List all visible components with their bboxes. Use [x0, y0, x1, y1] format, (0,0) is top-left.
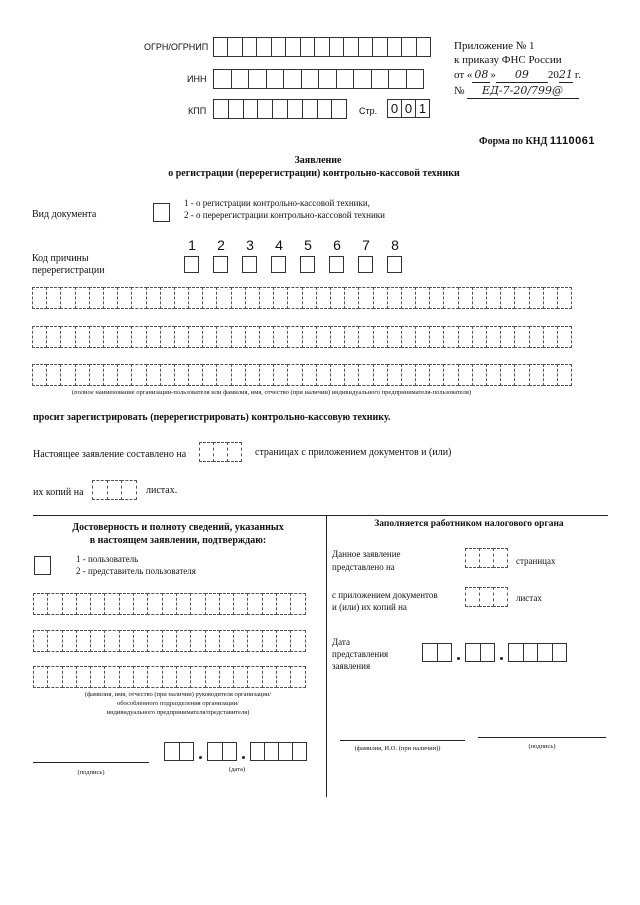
reason-checkbox-8[interactable]: [387, 256, 402, 273]
inn-cells[interactable]: [213, 69, 430, 89]
copies-count-cells[interactable]: [92, 480, 138, 500]
reason-number: 5: [304, 237, 312, 253]
form-code: [479, 135, 595, 147]
appendix-number-prefix: №: [454, 85, 465, 97]
signer-name-row-3[interactable]: [33, 666, 323, 688]
reason-number: 3: [246, 237, 254, 253]
page-digit: 0: [401, 99, 416, 118]
reason-number: 1: [188, 237, 196, 253]
attach-line1: с приложением документов: [332, 590, 438, 600]
pages-count-cells[interactable]: [199, 442, 243, 462]
appendix-number: [454, 84, 579, 99]
pages-prefix: Настоящее заявление составлено на: [33, 449, 187, 460]
form-code-value: 1110061: [549, 135, 596, 147]
pages-suffix: страницах с приложением документов и (или): [255, 447, 452, 458]
form-subtitle: о регистрации (перерегистрации) контрольно-кассовой техники: [168, 168, 460, 179]
receipt-date-line1: Дата: [332, 637, 350, 647]
copies-suffix: листах.: [146, 485, 178, 496]
signer-option1: 1 - пользователь: [76, 554, 139, 564]
left-section-title-line2: в настоящем заявлении, подтверждаю:: [89, 535, 267, 546]
reason-checkbox-3[interactable]: [242, 256, 257, 273]
officer-signature-line[interactable]: [478, 737, 606, 738]
reason-label-line2: перерегистрации: [32, 265, 105, 276]
page-digit: 1: [415, 99, 430, 118]
ogrn-cells[interactable]: [213, 37, 430, 57]
officer-name-line[interactable]: [340, 740, 465, 741]
section-divider: [33, 515, 608, 516]
receipt-date-month[interactable]: [465, 643, 495, 662]
reason-number: 4: [275, 237, 283, 253]
reason-checkbox-6[interactable]: [329, 256, 344, 273]
signer-caption-line1: (фамилия, имя, отчество (при наличии) руководителя организации/: [84, 691, 272, 698]
signer-name-row-1[interactable]: [33, 593, 323, 615]
org-name-caption: (полное наименование организации-пользователя или фамилия, имя, отчество (при наличии) индивидуального предпринимателя-пользователя): [72, 389, 472, 396]
signer-caption-line3: индивидуального предпринимателя/представителя): [106, 709, 250, 716]
left-section-title-line1: Достоверность и полноту сведений, указанных: [72, 522, 284, 533]
received-sheets-cells[interactable]: [465, 587, 509, 607]
doc-type-label: Вид документа: [32, 209, 97, 220]
reason-number: 7: [362, 237, 370, 253]
ogrn-label: ОГРН/ОГРНИП: [144, 42, 209, 52]
org-name-row-3[interactable]: [32, 364, 608, 386]
kpp-cells[interactable]: [213, 99, 348, 119]
receipt-date-line3: заявления: [332, 661, 371, 671]
page-label: Стр.: [359, 106, 378, 116]
reason-number: 8: [391, 237, 399, 253]
org-name-row-2[interactable]: [32, 326, 608, 348]
appendix-date-sep: »: [490, 69, 496, 81]
signer-signature-line[interactable]: [33, 762, 149, 763]
inn-label: ИНН: [187, 74, 207, 84]
org-name-row-1[interactable]: [32, 287, 608, 309]
signer-date-year[interactable]: [250, 742, 308, 761]
date-separator: [500, 657, 503, 660]
signer-option2: 2 - представитель пользователя: [76, 566, 196, 576]
form-title: Заявление: [294, 155, 342, 166]
reason-checkbox-1[interactable]: [184, 256, 199, 273]
attach-line2: и (или) их копий на: [332, 602, 407, 612]
right-section-title: Заполняется работником налогового органа: [374, 519, 564, 529]
doc-type-option1: 1 - о регистрации контрольно-кассовой техники,: [184, 198, 370, 208]
submitted-line1: Данное заявление: [332, 549, 401, 559]
appendix-line1: Приложение № 1: [454, 40, 535, 52]
officer-name-label: (фамилия, И.О. (при наличии)): [354, 745, 441, 752]
appendix-date-year-prefix: 20: [547, 69, 559, 81]
column-divider: [326, 515, 327, 797]
receipt-date-line2: представления: [332, 649, 389, 659]
reason-label-line1: Код причины: [32, 253, 89, 264]
date-separator: [457, 657, 460, 660]
submitted-line2: представлено на: [332, 562, 395, 572]
signer-caption-line2: обособленного подразделения организации/: [117, 700, 239, 707]
received-sheets-suffix: листах: [516, 593, 542, 603]
date-separator: [242, 756, 245, 759]
request-text: просит зарегистрировать (перерегистрировать) контрольно-кассовую технику.: [33, 412, 391, 423]
form-code-label: Форма по КНД: [479, 136, 548, 147]
page-digit: 0: [387, 99, 402, 118]
page-number-cells: [387, 99, 432, 118]
appendix-date-prefix: от «: [454, 69, 473, 81]
signer-signature-label: (подпись): [77, 769, 105, 776]
signer-date-day[interactable]: [164, 742, 194, 761]
doc-type-option2: 2 - о перерегистрации контрольно-кассовой техники: [184, 210, 385, 220]
reason-checkbox-4[interactable]: [271, 256, 286, 273]
doc-type-checkbox[interactable]: [153, 203, 170, 222]
date-separator: [199, 756, 202, 759]
received-pages-suffix: страницах: [516, 556, 556, 566]
officer-signature-label: (подпись): [528, 743, 556, 750]
kpp-label: КПП: [188, 106, 207, 116]
appendix-date-day: 08: [474, 68, 489, 81]
appendix-date-year: 21: [558, 68, 573, 81]
reason-checkbox-5[interactable]: [300, 256, 315, 273]
received-pages-cells[interactable]: [465, 548, 509, 568]
signer-date-label: (дата): [228, 766, 246, 773]
signer-date-month[interactable]: [207, 742, 237, 761]
receipt-date-day[interactable]: [422, 643, 452, 662]
appendix-line2: к приказу ФНС России: [454, 54, 562, 66]
appendix-date-suffix: г.: [574, 69, 581, 81]
receipt-date-year[interactable]: [508, 643, 568, 662]
reason-number: 6: [333, 237, 341, 253]
reason-checkbox-2[interactable]: [213, 256, 228, 273]
reason-checkbox-7[interactable]: [358, 256, 373, 273]
copies-prefix: их копий на: [33, 487, 84, 498]
appendix-date-month: 09: [496, 68, 548, 83]
appendix-date: [454, 68, 581, 83]
signer-type-checkbox[interactable]: [34, 556, 51, 575]
appendix-number-value: ЕД-7-20/799@: [467, 84, 579, 99]
signer-name-row-2[interactable]: [33, 630, 323, 652]
reason-number: 2: [217, 237, 225, 253]
